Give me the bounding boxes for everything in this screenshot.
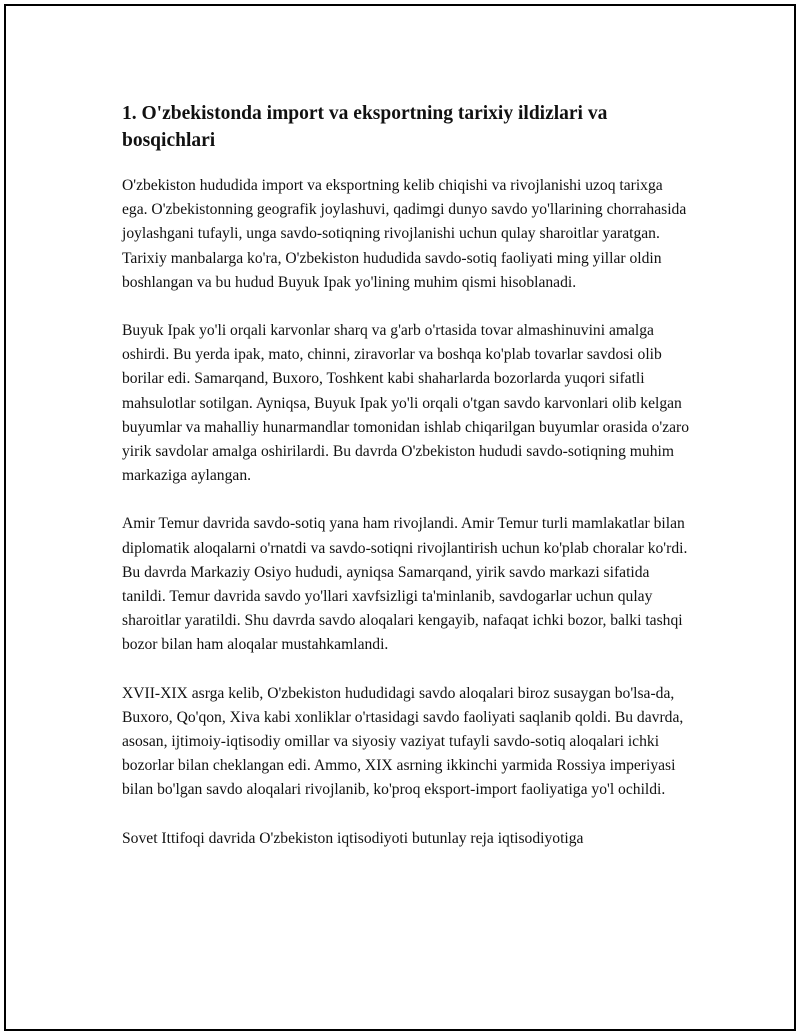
paragraph-3: Amir Temur davrida savdo-sotiq yana ham rivojlandi. Amir Temur turli mamlakatlar bilan diplomatik aloqalarni o'rnatdi va savdo-sotiqni rivojlantirish uchun ko'plab choralar ko'rdi. Bu davrda Markaziy Osiyo hududi, ayniqsa Samarqand, yirik savdo markazi sifatida tanildi. Temur davrida savdo yo'llari xavfsizligi ta'minlanib, savdogarlar uchun qulay sharoitlar yaratildi. Shu davrda savdo aloqalari kengayib, nafaqat ichki bozor, balki tashqi bozor bilan ham aloqalar mustahkamlandi. — [122, 515, 688, 654]
paragraph-1: O'zbekiston hududida import va eksportning kelib chiqishi va rivojlanishi uzoq tarixga ega. O'zbekistonning geografik joylashuvi, qadimgi dunyo savdo yo'llarining chorrahasida joylashgani tufayli, unga savdo-sotiqning rivojlanishi uchun qulay sharoitlar yaratgan. Tarixiy manbalarga ko'ra, O'zbekiston hududida savdo-sotiq faoliyati ming yillar oldin boshlangan va bu hudud Buyuk Ipak yo'lining muhim qismi hisoblanadi. — [122, 177, 687, 291]
section-title: 1. O'zbekistonda import va eksportning tarixiy ildizlari va bosqichlari — [122, 103, 608, 151]
page-frame — [4, 4, 796, 1031]
document-body — [122, 100, 692, 875]
paragraph-2: Buyuk Ipak yo'li orqali karvonlar sharq va g'arb o'rtasida tovar almashinuvini amalga oshirdi. Bu yerda ipak, mato, chinni, ziravorlar va boshqa ko'plab tovarlar savdosi olib borilar edi. Samarqand, Buxoro, Toshkent kabi shaharlarda bozorlarda yuqori sifatli mahsulotlar sotilgan. Ayniqsa, Buyuk Ipak yo'li orqali o'tgan savdo karvonlari olib kelgan buyumlar va mahalliy hunarmandlar tomonidan ishlab chiqarilgan buyumlar orasida o'zaro yirik savdolar amalga oshirilardi. Bu davrda O'zbekiston hududi savdo-sotiqning muhim markaziga aylangan. — [122, 322, 690, 485]
paragraph-4: XVII-XIX asrga kelib, O'zbekiston hududidagi savdo aloqalari biroz susaygan bo'lsa-da, Buxoro, Qo'qon, Xiva kabi xonliklar o'rtasidagi savdo faoliyati saqlanib qoldi. Bu davrda, asosan, ijtimoiy-iqtisodiy omillar va siyosiy vaziyat tufayli savdo-sotiq aloqalari ichki bozorlar bilan cheklangan edi. Ammo, XIX asrning ikkinchi yarmida Rossiya imperiyasi bilan bo'lgan savdo aloqalari rivojlanib, ko'proq eksport-import faoliyatiga yo'l ochildi. — [122, 684, 684, 799]
paragraph-5: Sovet Ittifoqi davrida O'zbekiston iqtisodiyoti butunlay reja iqtisodiyotiga — [122, 829, 584, 847]
